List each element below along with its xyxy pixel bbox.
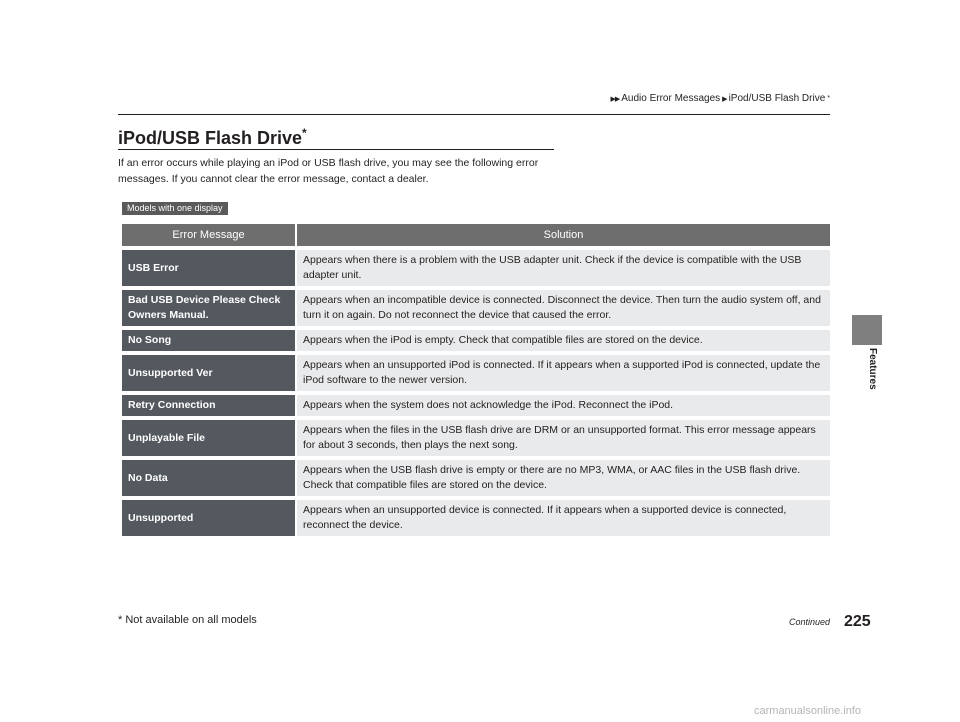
watermark: carmanualsonline.info — [754, 705, 862, 717]
table-row — [122, 290, 830, 326]
solution-cell: Appears when the USB flash drive is empty or there are no MP3, WMA, or AAC files in the USB flash drive. Check that compatible files are stored on the device. — [297, 460, 830, 496]
table-row — [122, 395, 830, 416]
table-row — [122, 355, 830, 391]
title-marker: * — [302, 126, 307, 140]
page-title-text: iPod/USB Flash Drive — [118, 128, 303, 148]
page-title — [118, 126, 307, 149]
solution-cell: Appears when the system does not acknowledge the iPod. Reconnect the iPod. — [297, 395, 830, 416]
solution-cell: Appears when an unsupported device is connected. If it appears when a supported device is connected, reconnect the device. — [297, 500, 830, 536]
header-error-message: Error Message — [122, 224, 297, 246]
header-solution: Solution — [297, 224, 830, 246]
table-row — [122, 460, 830, 496]
title-rule — [118, 149, 554, 150]
table-row — [122, 420, 830, 456]
error-message-cell: Retry Connection — [122, 395, 297, 416]
model-badge: Models with one display — [122, 202, 228, 215]
continued-label: Continued — [789, 617, 831, 627]
error-message-cell: No Song — [122, 330, 297, 351]
breadcrumb — [610, 93, 830, 104]
table-header-row — [122, 224, 830, 246]
table-row — [122, 250, 830, 286]
page-number: 225 — [844, 613, 871, 630]
solution-cell: Appears when an unsupported iPod is connected. If it appears when a supported iPod is connected, update the iPod software to the newer version. — [297, 355, 830, 391]
header-rule — [118, 114, 830, 115]
breadcrumb-level1[interactable]: Audio Error Messages — [621, 93, 721, 104]
error-message-cell: Unsupported — [122, 500, 297, 536]
arrow-icon: ▶ — [722, 95, 727, 103]
error-message-cell: Bad USB Device Please Check Owners Manual. — [122, 290, 297, 326]
error-message-cell: No Data — [122, 460, 297, 496]
solution-cell: Appears when the iPod is empty. Check that compatible files are stored on the device. — [297, 330, 830, 351]
section-tab — [852, 315, 882, 345]
error-message-cell: Unplayable File — [122, 420, 297, 456]
breadcrumb-level2[interactable]: iPod/USB Flash Drive — [728, 93, 826, 104]
double-arrow-icon: ▶▶ — [610, 95, 620, 103]
table-row — [122, 330, 830, 351]
intro-text: If an error occurs while playing an iPod or USB flash drive, you may see the following error messages. If you cannot clear the error message, contact a dealer. — [118, 157, 539, 185]
solution-cell: Appears when there is a problem with the USB adapter unit. Check if the device is compatible with the USB adapter unit. — [297, 250, 830, 286]
error-message-table — [122, 220, 830, 540]
breadcrumb-marker: * — [827, 95, 830, 102]
error-message-cell: Unsupported Ver — [122, 355, 297, 391]
section-label: Features — [867, 348, 878, 390]
error-message-cell: USB Error — [122, 250, 297, 286]
footnote: * Not available on all models — [118, 614, 257, 626]
solution-cell: Appears when an incompatible device is connected. Disconnect the device. Then turn the audio system off, and turn it on again. Do not reconnect the device that caused the error. — [297, 290, 830, 326]
table-row — [122, 500, 830, 536]
solution-cell: Appears when the files in the USB flash drive are DRM or an unsupported format. This error message appears for about 3 seconds, then plays the next song. — [297, 420, 830, 456]
